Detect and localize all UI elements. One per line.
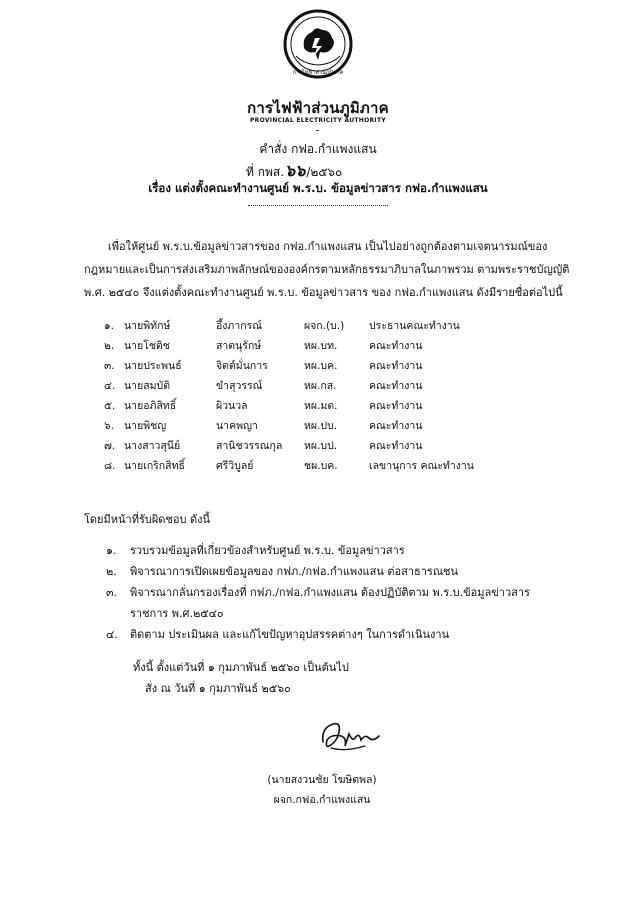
handwritten-signature [315,712,385,760]
signer-block [222,770,422,810]
org-name-thai: การไฟฟ้าส่วนภูมิภาค [247,99,389,117]
intro-line: กฎหมายและเป็นการส่งเสริมภาพลักษณ์ขององค์กรตามหลักธรรมาภิบาลในภาพรวม ตามพระราชบัญญัติ [84,263,570,276]
svg-text:การไฟฟ้าส่วนภูมิภาค: การไฟฟ้าส่วนภูมิภาค [292,70,344,76]
member-first-name: นายพิทักษ์ [124,319,171,332]
member-row [104,335,474,355]
member-department: หผ.มต. [304,399,338,412]
duties-heading: โดยมีหน้าที่รับผิดชอบ ดังนี้ [84,513,211,526]
member-department: ชผ.บค. [304,459,338,472]
order-title: คำสั่ง กฟอ.กำแพงแสน [259,142,377,156]
dotted-separator [248,205,388,206]
member-number: ๓. [104,359,115,372]
member-first-name: นายพิชญ [124,419,167,432]
org-name-english: PROVINCIAL ELECTRICITY AUTHORITY [249,117,386,124]
member-first-name: นายเกริกสิทธิ์ [124,459,185,472]
order-subject: เรื่อง แต่งตั้งคณะทำงานศูนย์ พ.ร.บ. ข้อมูลข่าวสาร กฟอ.กำแพงแสน [148,181,488,195]
duty-number: ๑. [106,544,117,557]
member-first-name: นายประพนธ์ [124,359,182,372]
member-first-name: นายสมบัติ [124,379,171,392]
member-last-name: สานิชวรรณกุล [216,439,283,452]
member-department: หผ.บท. [304,339,338,352]
order-number-suffix: /๒๕๖๐ [306,165,343,179]
duty-text: ติดตาม ประเมินผล และแก้ไขปัญหาอุปสรรคต่างๆ ในการดำเนินงาน [130,628,450,641]
member-number: ๗. [104,439,116,452]
order-number-handwritten: ๖๖ [285,161,306,180]
member-number: ๔. [104,379,116,392]
member-row [104,415,474,435]
member-number: ๑. [104,319,115,332]
member-last-name: ผิวนวล [216,399,248,412]
effective-date-block [133,657,349,699]
member-last-name: อึ้งภากรณ์ [216,319,262,332]
member-department: หผ.กส. [304,379,337,392]
member-role: คณะทำงาน [369,419,423,432]
member-last-name: ขำสุวรรณ์ [216,379,263,392]
duty-item [106,624,566,645]
duty-text: พิจารณาการเปิดเผยข้อมูลของ กฟภ./กฟอ.กำแพงแสน ต่อสาธารณชน [130,565,459,578]
member-table [104,315,474,475]
member-row [104,315,474,335]
member-row [104,435,474,455]
separator-mark [316,130,319,131]
member-role: ประธานคณะทำงาน [369,319,460,332]
duty-item [106,582,566,624]
intro-line: เพื่อให้ศูนย์ พ.ร.บ.ข้อมูลข่าวสารของ กฟอ.กำแพงแสน เป็นไปอย่างถูกต้องตามเจตนารมณ์ของ [108,240,548,253]
member-first-name: นางสาวสุนีย์ [124,439,181,452]
member-role: คณะทำงาน [369,399,423,412]
member-role: คณะทำงาน [369,439,423,452]
member-row [104,375,474,395]
member-department: หผ.ปบ. [304,419,338,432]
member-department: หผ.บค. [304,359,338,372]
intro-paragraph [84,235,570,304]
duty-number: ๒. [106,565,117,578]
member-number: ๘. [104,459,116,472]
effective-date-line: ทั้งนี้ ตั้งแต่วันที่ ๑ กุมภาพันธ์ ๒๕๖๐ เป็นต้นไป [133,661,349,674]
duty-number: ๔. [106,628,118,641]
duty-text: รวบรวมข้อมูลที่เกี่ยวข้องสำหรับศูนย์ พ.ร.บ. ข้อมูลข่าวสาร [130,544,405,557]
member-last-name: สาตนุรักษ์ [216,339,262,352]
member-role: คณะทำงาน [369,339,423,352]
member-row [104,355,474,375]
member-role: เลขานุการ คณะทำงาน [369,459,474,472]
member-first-name: นายโชติช [124,339,170,352]
member-last-name: นาคพญา [216,419,258,432]
intro-line: พ.ศ. ๒๕๔๐ จึงแต่งตั้งคณะทำงานศูนย์ พ.ร.บ. ข้อมูลข่าวสาร ของ กฟอ.กำแพงแสน ดังมีรายชื่อต่อไปนี้ [84,286,563,299]
member-row [104,395,474,415]
member-row [104,455,474,475]
member-number: ๖. [104,419,115,432]
duty-list [106,540,566,645]
member-last-name: จิตต์มั่นการ [216,359,268,372]
pea-seal-logo [282,8,354,84]
order-date-line: สั่ง ณ วันที่ ๑ กุมภาพันธ์ ๒๕๖๐ [145,682,291,695]
duty-item [106,561,566,582]
order-number-prefix: ที่ กพส. [246,165,285,179]
signer-name: (นายสงวนชัย โฆษิตพล) [267,774,377,786]
member-number: ๕. [104,399,116,412]
member-department: หผ.บป. [304,439,338,452]
signer-position: ผจก.กฟอ.กำแพงแสน [273,794,371,806]
duty-item [106,540,566,561]
member-number: ๒. [104,339,115,352]
member-department: ผจก.(บ.) [304,319,345,332]
member-role: คณะทำงาน [369,379,423,392]
member-role: คณะทำงาน [369,359,423,372]
duty-text: พิจารณากลั่นกรองเรื่องที่ กฟภ./กฟอ.กำแพงแสน ต้องปฏิบัติตาม พ.ร.บ.ข้อมูลข่าวสารราชการ พ.ศ.๒๕๔๐ [130,586,530,620]
duty-number: ๓. [106,586,118,599]
member-last-name: ศรีวิบูลย์ [216,459,254,472]
member-first-name: นายอภิสิทธิ์ [124,399,177,412]
